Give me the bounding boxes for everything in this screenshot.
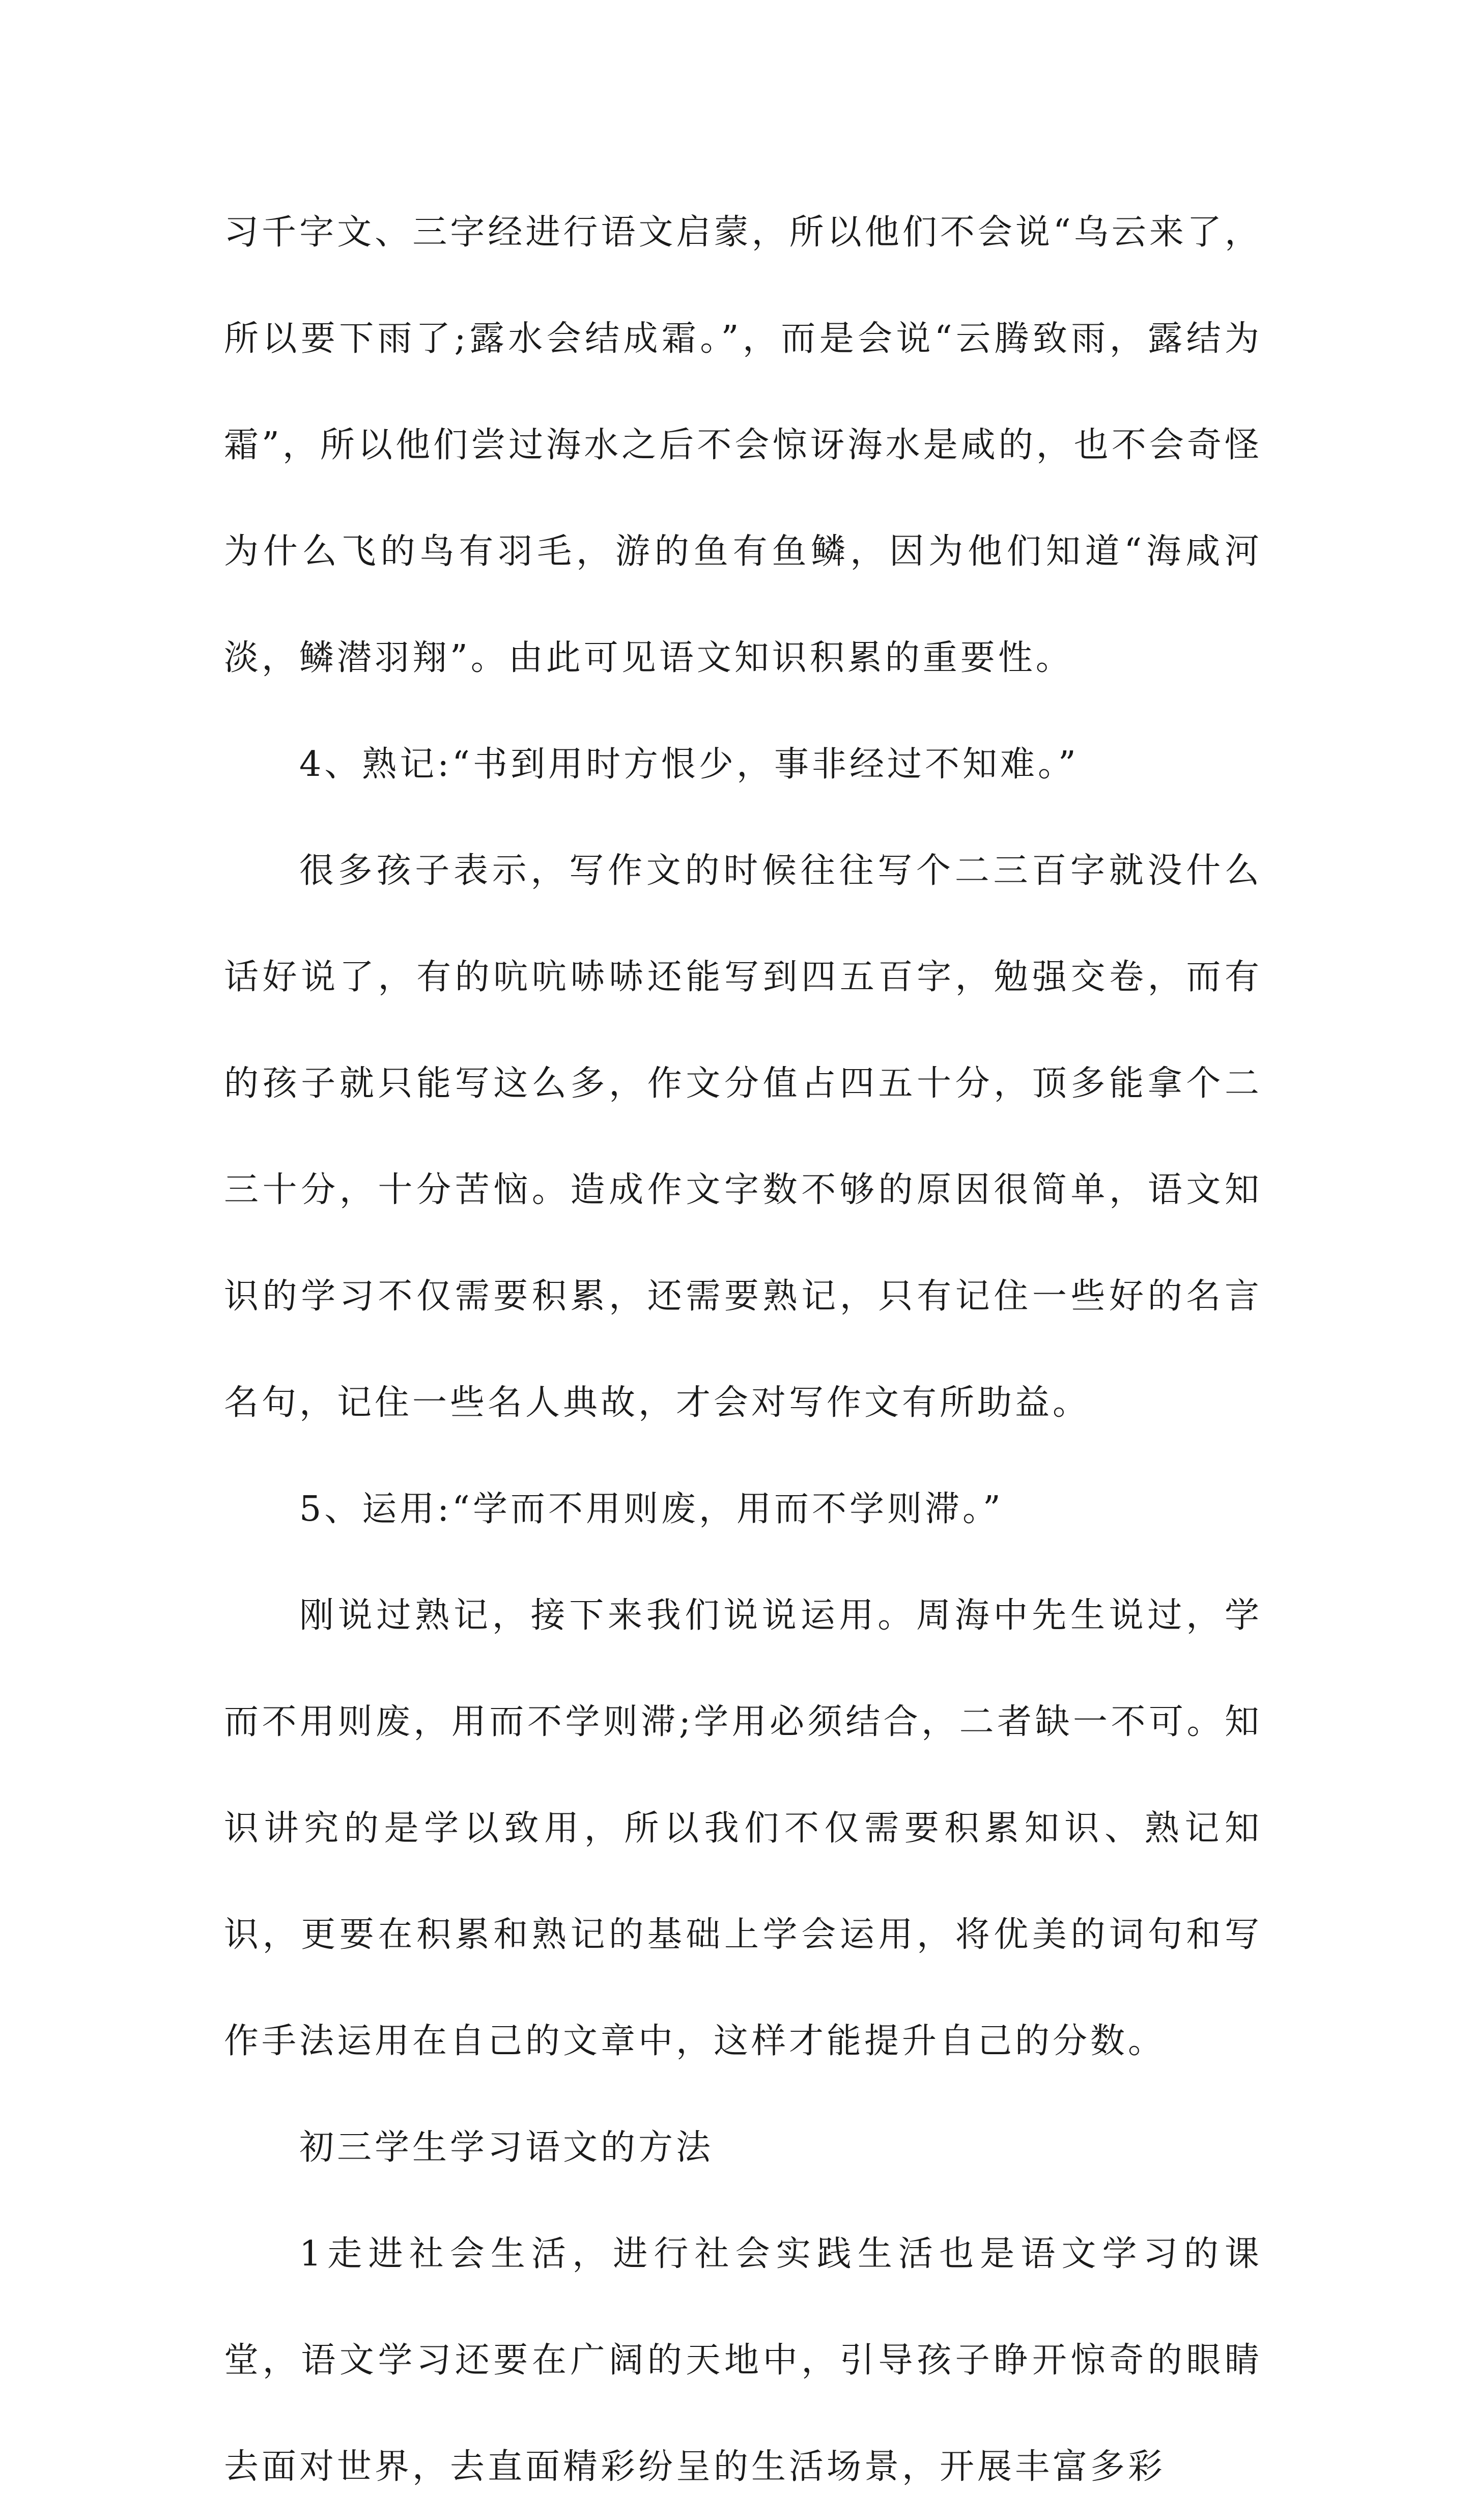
paragraph-apply: 刚说过熟记，接下来我们说说运用。周海中先生说过，学而不用则废，用而不学则滞;学用必须结合，二者缺一不可。知识讲究的是学以致用，所以我们不仅需要积累知识、熟记知识，更要在积累和熟记的基础上学会运用，将优美的词句和写作手法运用在自己的文章中，这样才能提升自己的分数。 <box>224 1595 1262 2061</box>
paragraph-memorize: 很多孩子表示，写作文的时候往往写个二三百字就没什么话好说了，有的吭吭哧哧还能写到四五百字，勉强交卷，而有的孩子就只能写这么多，作文分值占四五十分，顶多能拿个二三十分，十分苦恼。造成作文字数不够的原因很简单，语文知识的学习不仅需要积累，还需要熟记，只有记住一些好的名言名句，记住一些名人典故，才会对写作文有所助益。 <box>224 851 1262 1423</box>
paragraph-social-life: 1走进社会生活，进行社会实践生活也是语文学习的课堂，语文学习还要在广阔的天地中，引导孩子睁开惊奇的眼睛去面对世界，去直面精彩纷呈的生活场景，开展丰富多彩 <box>224 2234 1262 2487</box>
paragraph-accumulation-end: 习千字文、三字经进行语文启蒙，所以他们不会说“乌云来了，所以要下雨了;露水会结成霜。”，而是会说“云腾致雨，露结为霜”，所以他们尝过海水之后不会惊讶海水是咸的，也不会奇怪为什么飞的鸟有羽毛，游的鱼有鱼鳞，因为他们知道“海咸河淡，鳞潜羽翔”。由此可见语文知识积累的重要性。 <box>224 212 1262 678</box>
heading-memorize: 4、熟记:“书到用时方恨少，事非经过不知难。” <box>299 744 1079 785</box>
heading-apply: 5、运用:“学而不用则废，用而不学则滞。” <box>299 1489 1004 1529</box>
section-title: 初三学生学习语文的方法 <box>299 2127 714 2168</box>
document-body <box>224 179 1262 2520</box>
